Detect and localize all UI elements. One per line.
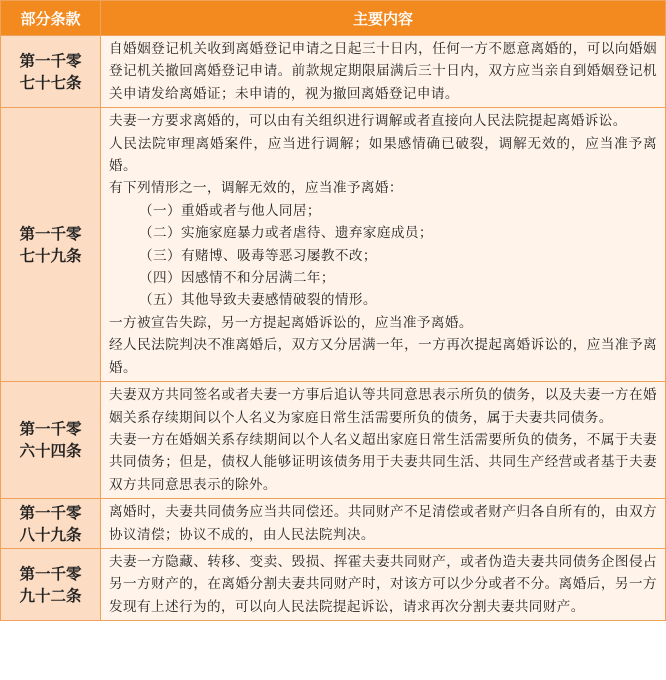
- clause-cell: [1, 548, 101, 620]
- table-row: [1, 108, 666, 382]
- content-cell: [101, 36, 666, 108]
- clause-line: 第一千零: [19, 51, 82, 70]
- clause-cell: [1, 108, 101, 382]
- clause-line: 第一千零: [19, 224, 82, 243]
- content-paragraph: 夫妻一方在婚姻关系存续期间以个人名义超出家庭日常生活需要所负的债务，不属于夫妻共同债务；但是，债权人能够证明该债务用于夫妻共同生活、共同生产经营或者基于夫妻双方共同意思表示的除外。: [109, 431, 657, 493]
- header-clause: 部分条款: [1, 1, 101, 36]
- content-cell: [101, 499, 666, 549]
- content-paragraph: 经人民法院判决不准离婚后，双方又分居满一年，一方再次提起离婚诉讼的，应当准予离婚。: [109, 337, 657, 376]
- list-item: （四）因感情不和分居满二年；: [139, 270, 335, 287]
- clause-line: 七十七条: [19, 73, 82, 92]
- content-paragraph: 离婚时，夫妻共同债务应当共同偿还。共同财产不足清偿或者财产归各自所有的，由双方协议清偿；协议不成的，由人民法院判决。: [109, 504, 657, 543]
- clause-line: 第一千零: [19, 420, 82, 439]
- table-row: [1, 548, 666, 620]
- table-row: [1, 36, 666, 108]
- content-cell: [101, 382, 666, 499]
- table-row: [1, 499, 666, 549]
- list-item: （一）重婚或者与他人同居；: [139, 202, 321, 219]
- content-paragraph: 人民法院审理离婚案件，应当进行调解；如果感情确已破裂，调解无效的，应当准予离婚。: [109, 135, 657, 175]
- clause-cell: [1, 382, 101, 499]
- content-cell: [101, 108, 666, 382]
- clause-cell: [1, 36, 101, 108]
- content-paragraph: 一方被宣告失踪，另一方提起离婚诉讼的，应当准予离婚。: [109, 314, 473, 331]
- clause-line: 九十二条: [19, 586, 82, 605]
- list-item: （五）其他导致夫妻感情破裂的情形。: [139, 292, 377, 309]
- content-cell: [101, 548, 666, 620]
- list-item: （二）实施家庭暴力或者虐待、遗弃家庭成员；: [139, 225, 433, 242]
- clause-line: 第一千零: [19, 564, 82, 583]
- content-paragraph: 夫妻一方要求离婚的，可以由有关组织进行调解或者直接向人民法院提起离婚诉讼。: [109, 113, 627, 130]
- clause-line: 七十九条: [19, 246, 82, 265]
- clause-line: 八十九条: [19, 525, 82, 544]
- table-header-row: [1, 1, 666, 36]
- clause-line: 六十四条: [19, 442, 82, 461]
- content-paragraph: 有下列情形之一，调解无效的，应当准予离婚：: [109, 180, 403, 197]
- clause-line: 第一千零: [19, 503, 82, 522]
- clause-cell: [1, 499, 101, 549]
- content-paragraph: 自婚姻登记机关收到离婚登记申请之日起三十日内，任何一方不愿意离婚的，可以向婚姻登记机关撤回离婚登记申请。前款规定期限届满后三十日内，双方应当亲自到婚姻登记机关申请发给离婚证；未申请的，视为撤回离婚登记申请。: [109, 41, 657, 102]
- list-item: （三）有赌博、吸毒等恶习屡教不改；: [139, 247, 377, 264]
- table-row: [1, 382, 666, 499]
- content-paragraph: 夫妻一方隐藏、转移、变卖、毁损、挥霍夫妻共同财产，或者伪造夫妻共同债务企图侵占另一方财产的，在离婚分割夫妻共同财产时，对该方可以少分或者不分。离婚后，另一方发现有上述行为的，可以向人民法院提起诉讼，请求再次分割夫妻共同财产。: [109, 553, 657, 615]
- content-paragraph: 夫妻双方共同签名或者夫妻一方事后追认等共同意思表示所负的债务，以及夫妻一方在婚姻关系存续期间以个人名义为家庭日常生活需要所负的债务，属于夫妻共同债务。: [109, 387, 657, 426]
- header-content: 主要内容: [101, 1, 666, 36]
